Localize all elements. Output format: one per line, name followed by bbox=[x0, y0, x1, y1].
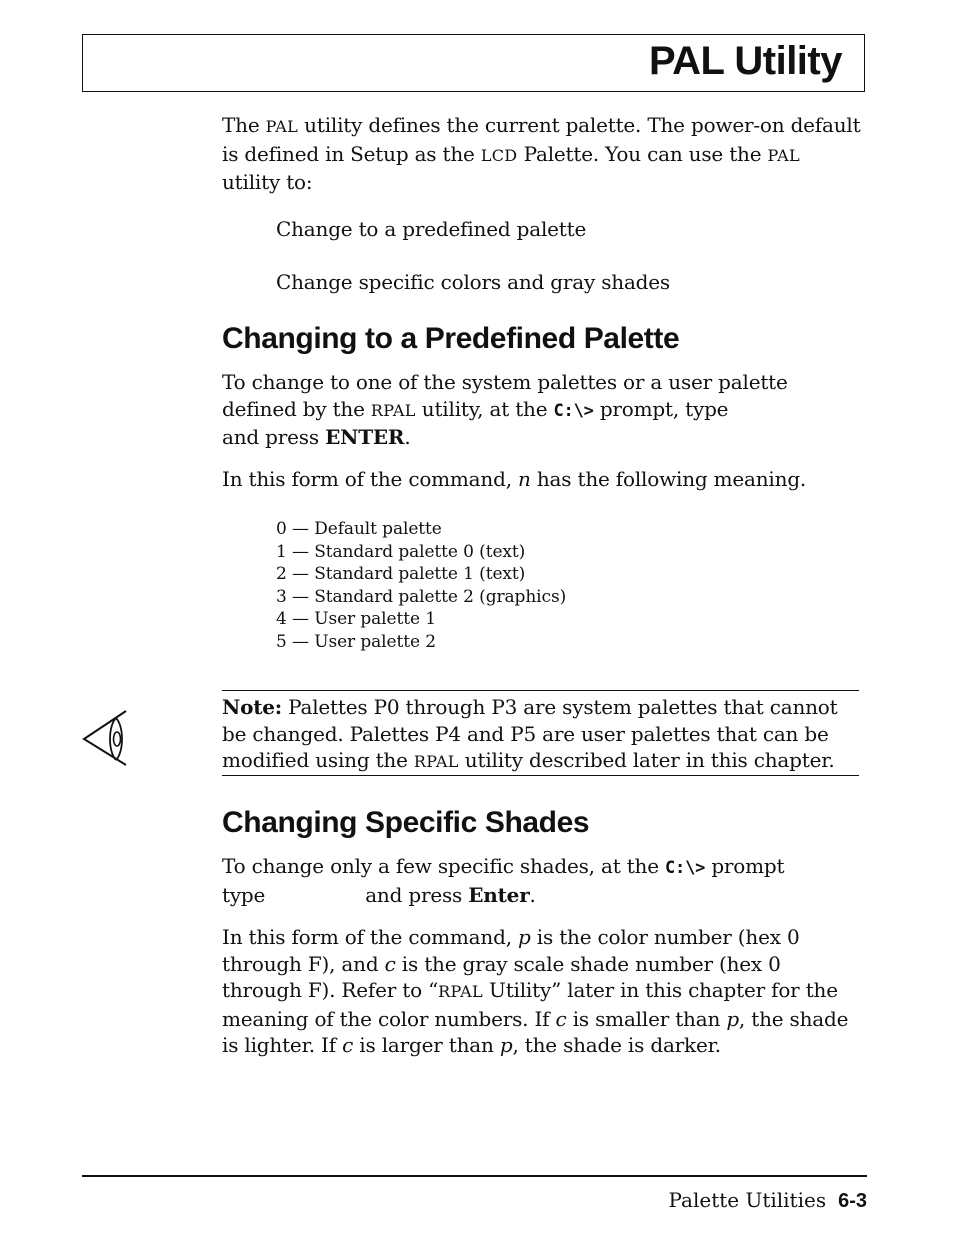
variable-c: c bbox=[384, 951, 396, 976]
intro-text: The bbox=[222, 113, 266, 137]
text: To change only a few specific shades, at the bbox=[222, 854, 666, 878]
text: utility described later in this chapter. bbox=[458, 748, 835, 772]
text: . bbox=[529, 882, 536, 907]
section2-paragraph bbox=[222, 853, 862, 908]
text: . bbox=[404, 425, 411, 449]
lcd-term: LCD bbox=[480, 145, 518, 165]
variable-c: c bbox=[342, 1033, 354, 1057]
intro-text: utility to: bbox=[222, 170, 313, 194]
text: , the shade is darker. bbox=[512, 1033, 721, 1057]
text: Palettes P0 through P3 are system palettes that cannot be changed. Palettes P4 and P5 are user palettes that can be modified using the bbox=[222, 695, 838, 772]
section2-paragraph-2 bbox=[222, 924, 864, 1059]
dos-prompt: C:\> bbox=[665, 858, 706, 878]
section-heading-predefined: Changing to a Predefined Palette bbox=[222, 322, 680, 355]
enter-key: ENTER bbox=[325, 425, 405, 449]
text: is the color number (hex 0 through F), and bbox=[222, 925, 800, 976]
rpal-term: RPAL bbox=[370, 400, 416, 420]
variable-c: c bbox=[555, 1006, 567, 1031]
note-top-rule bbox=[222, 690, 859, 691]
text: In this form of the command, bbox=[222, 467, 519, 491]
bullet-item: Change to a predefined palette bbox=[276, 217, 587, 241]
palette-option: 1 — Standard palette 0 (text) bbox=[276, 541, 526, 562]
section1-paragraph bbox=[222, 369, 822, 451]
text: is larger than bbox=[353, 1033, 500, 1057]
variable-p: p bbox=[726, 1006, 739, 1031]
text: To change to one of the system palettes or a user palette defined by the bbox=[222, 370, 788, 421]
text: utility, at the bbox=[415, 396, 554, 421]
intro-text: Palette. You can use the bbox=[517, 141, 768, 166]
section-heading-shades: Changing Specific Shades bbox=[222, 806, 590, 839]
text: is the gray scale shade number (hex 0 through F). Refer to “ bbox=[222, 951, 781, 1002]
intro-paragraph bbox=[222, 112, 862, 196]
text: has the following meaning. bbox=[530, 467, 807, 491]
text: In this form of the command, bbox=[222, 925, 519, 949]
text: prompt bbox=[705, 854, 785, 878]
intro-text: utility defines the current palette. The power-on default is defined in Setup as the bbox=[222, 113, 861, 166]
note-bottom-rule bbox=[222, 775, 859, 776]
palette-option: 2 — Standard palette 1 (text) bbox=[276, 564, 526, 584]
note-paragraph bbox=[222, 694, 862, 776]
dos-prompt: C:\> bbox=[553, 400, 594, 421]
note-label: Note: bbox=[222, 695, 282, 719]
page-footer bbox=[668, 1188, 867, 1213]
text: prompt, type bbox=[593, 396, 729, 421]
palette-option: 5 — User palette 2 bbox=[276, 631, 436, 652]
page-number: 6-3 bbox=[838, 1190, 867, 1212]
palette-option: 4 — User palette 1 bbox=[276, 609, 436, 629]
palette-option: 3 — Standard palette 2 (graphics) bbox=[276, 586, 567, 607]
rpal-term: RPAL bbox=[413, 752, 459, 771]
enter-key: Enter bbox=[468, 882, 530, 907]
footer-rule bbox=[82, 1175, 867, 1177]
text: type bbox=[222, 882, 266, 907]
text: is smaller than bbox=[566, 1006, 727, 1031]
variable-p: p bbox=[518, 925, 531, 949]
text: and press bbox=[365, 882, 469, 907]
variable-n: n bbox=[518, 467, 531, 491]
section1-paragraph-2 bbox=[222, 466, 862, 493]
title-box bbox=[82, 34, 865, 92]
pal-term: PAL bbox=[265, 117, 299, 136]
rpal-term: RPAL bbox=[438, 982, 483, 1001]
pal-term: PAL bbox=[767, 145, 800, 165]
eye-icon bbox=[80, 708, 130, 768]
page-title: PAL Utility bbox=[648, 39, 842, 83]
text: , the shade is lighter. If bbox=[222, 1006, 849, 1057]
chapter-name: Palette Utilities bbox=[668, 1188, 827, 1212]
text: and press bbox=[222, 425, 326, 449]
text: Utility” later in this chapter for the meaning of the color numbers. If bbox=[222, 978, 838, 1031]
variable-p: p bbox=[499, 1033, 513, 1057]
palette-option: 0 — Default palette bbox=[276, 519, 442, 539]
palette-option-list bbox=[276, 518, 566, 653]
bullet-item: Change specific colors and gray shades bbox=[276, 270, 670, 294]
